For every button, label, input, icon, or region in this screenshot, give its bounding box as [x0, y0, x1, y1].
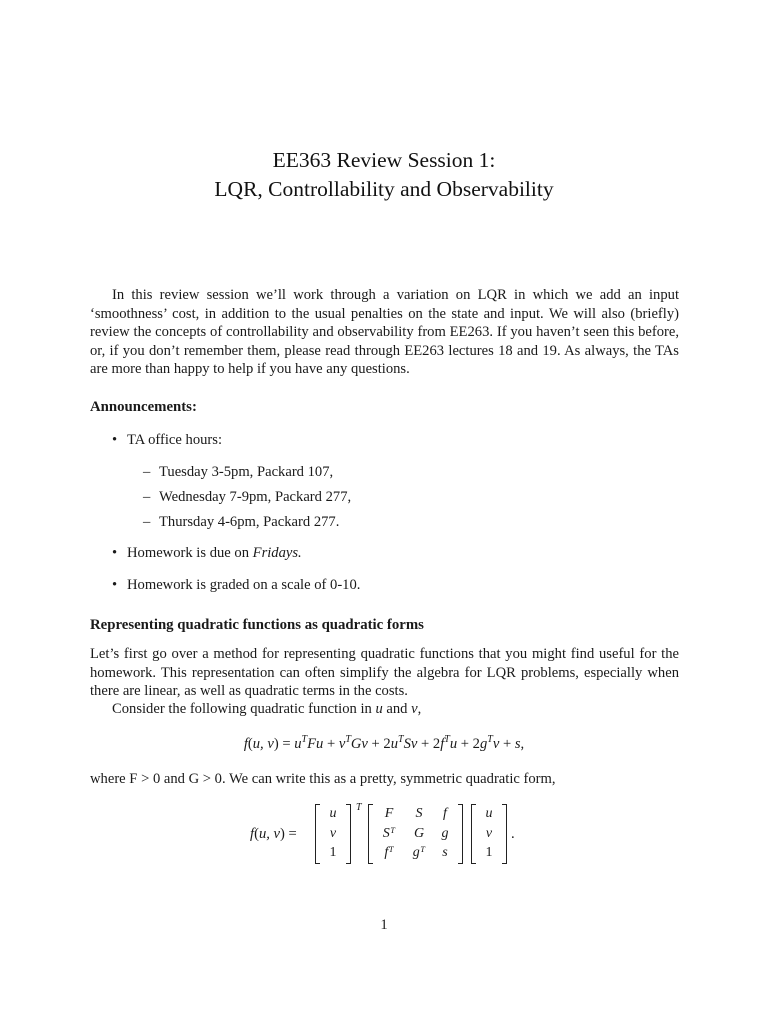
bullet-office-hours	[112, 432, 222, 449]
office-hours-item: – Thursday 4-6pm, Packard 277.	[143, 514, 340, 530]
announcements-heading: Announcements:	[90, 399, 197, 415]
consider-line: Consider the following quadratic function in u and v,	[112, 701, 422, 717]
title-line-2: LQR, Controllability and Observability	[214, 177, 554, 201]
office-hours-item: – Wednesday 7-9pm, Packard 277,	[143, 489, 352, 505]
transpose-marker: T	[356, 802, 362, 813]
intro-paragraph: In this review session we’ll work through a variation on LQR in which we add an input ‘smoothness’ cost, in addition to the usual penalties on the state and input. We will also (briefly) review the concepts of controllability and observability from EE263. If you haven’t seen this before, or, if you don’t remember them, please read through EE263 lectures 18 and 19. As always, the TAs are more than happy to help if you have any questions.	[90, 287, 679, 377]
page-number: 1	[380, 917, 388, 933]
bullet-homework-graded: • Homework is graded on a scale of 0-10.	[112, 577, 361, 593]
homework-due-day: Fridays.	[252, 545, 302, 561]
bullet-dot: •	[112, 432, 118, 448]
where-line: where F > 0 and G > 0. We can write this as a pretty, symmetric quadratic form,	[90, 771, 556, 787]
vector-left: u v 1	[316, 804, 350, 864]
block-matrix: F S f Sᵀ G g fᵀ gᵀ s	[369, 804, 462, 864]
vector-right: u v 1	[472, 804, 506, 864]
equation-lhs: f(u, v) =	[250, 826, 297, 842]
section-paragraph: Let’s first go over a method for representing quadratic functions that you might find useful for the homework. This representation can often simplify the algebra for LQR problems, especially when there are linear, as well as quadratic terms in the costs.	[90, 646, 679, 699]
equation-quadratic-form: f(u, v) = u v 1 T F S f Sᵀ G g fᵀ gᵀ s u v 1 .	[0, 800, 768, 868]
office-hours-label: TA office hours:	[127, 432, 223, 448]
title-line-1: EE363 Review Session 1:	[272, 148, 496, 172]
page-title	[0, 146, 768, 204]
equation-quadratic-function: f(u, $v) = u^TFu + v^TGv + 2u^TSv + 2f^Tu + 2g^Tv + s$,	[243, 734, 525, 752]
bullet-homework-due: • Homework is due on Fridays.	[112, 545, 302, 561]
section-heading: Representing quadratic functions as quadratic forms	[90, 617, 424, 633]
office-hours-item: – Tuesday 3-5pm, Packard 107,	[143, 464, 334, 480]
